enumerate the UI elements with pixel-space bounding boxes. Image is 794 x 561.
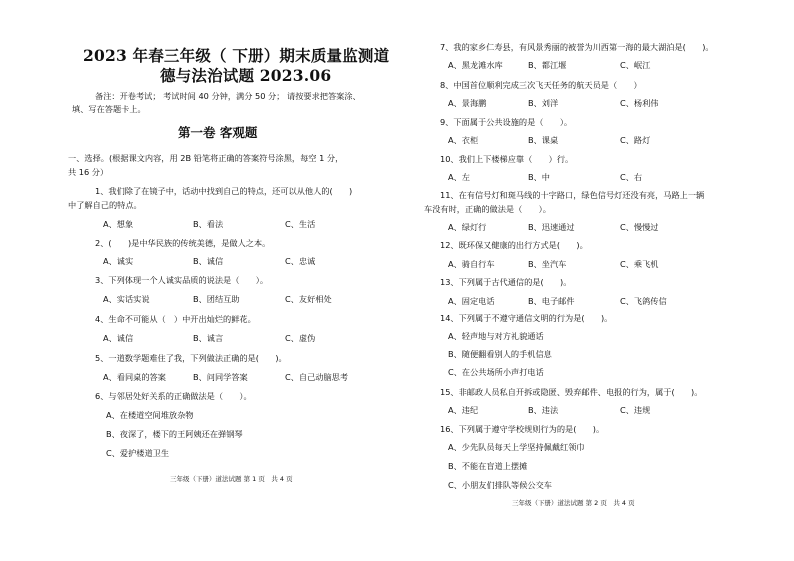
- exam-title-line-2: 德与法治试题 2023.06: [160, 66, 332, 85]
- q9-option-b: B、课桌: [528, 135, 559, 145]
- q10-option-a: A、左: [448, 172, 470, 182]
- q9-option-c: C、路灯: [620, 135, 651, 145]
- question-1-line-2: 中了解自己的特点。: [68, 200, 142, 210]
- q9-option-a: A、衣柜: [448, 135, 479, 145]
- q13-option-c: C、飞鸽传信: [620, 296, 667, 306]
- q13-option-a: A、固定电话: [448, 296, 495, 306]
- question-9: 9、下面属于公共设施的是（ ）。: [440, 117, 573, 127]
- instruction-line-1: 一、选择。(根据课文内容，用 2B 铅笔将正确的答案符号涂黑，每空 1 分，: [68, 153, 344, 163]
- q1-option-c: C、生活: [285, 219, 316, 229]
- q1-option-a: A、想象: [103, 219, 134, 229]
- question-8: 8、中国首位顺利完成三次飞天任务的航天员是（ ）: [440, 80, 642, 90]
- q14-option-b: B、随便翻看别人的手机信息: [448, 349, 552, 359]
- q12-option-a: A、骑自行车: [448, 259, 495, 269]
- instruction-line-2: 共 16 分）: [68, 167, 109, 177]
- q15-option-a: A、违纪: [448, 405, 479, 415]
- exam-notes-line-2: 填、写在答题卡上。: [72, 104, 146, 114]
- q5-option-c: C、自己动脑思考: [285, 372, 349, 382]
- question-7: 7、我的家乡仁寿县，有风景秀丽的被誉为川西第一海的最大湖泊是( )。: [440, 42, 714, 52]
- question-3: 3、下列体现一个人诚实品质的说法是（ ）。: [95, 275, 269, 285]
- q13-option-b: B、电子邮件: [528, 296, 575, 306]
- question-15: 15、非邮政人员私自开拆或隐匿、毁弃邮件、电报的行为，属于( )。: [440, 387, 703, 397]
- q6-option-a: A、在楼道空间堆放杂物: [106, 410, 194, 420]
- section-title: 第一卷 客观题: [178, 125, 258, 140]
- exam-notes-line-1: 备注：开卷考试； 考试时间 40 分钟，满分 50 分； 请按要求把答案涂、: [95, 91, 361, 101]
- question-4: 4、生命不可能从（ ）中开出灿烂的鲜花。: [95, 314, 256, 324]
- exam-title-line-1: 2023 年春三年级（ 下册）期末质量监测道: [83, 46, 390, 65]
- q14-option-a: A、轻声地与对方礼貌通话: [448, 331, 544, 341]
- q11-option-c: C、慢慢过: [620, 222, 659, 232]
- q4-option-c: C、虚伪: [285, 333, 316, 343]
- q4-option-b: B、诚言: [193, 333, 224, 343]
- q10-option-c: C、右: [620, 172, 643, 182]
- question-6: 6、与邻居处好关系的正确做法是（ ）。: [95, 391, 252, 401]
- q8-option-b: B、刘洋: [528, 98, 559, 108]
- q3-option-a: A、实话实说: [103, 294, 150, 304]
- q2-option-b: B、诚信: [193, 256, 224, 266]
- page-footer-1: 三年级（下册）道法试题 第 1 页 共 4 页: [170, 475, 293, 483]
- q5-option-b: B、问同学答案: [193, 372, 248, 382]
- question-11: 11、在有信号灯和斑马线的十字路口，绿色信号灯还没有亮，马路上一辆: [440, 190, 705, 200]
- q14-option-c: C、在公共场所小声打电话: [448, 367, 544, 377]
- q16-option-a: A、少先队员每天上学坚持佩戴红领巾: [448, 442, 585, 452]
- q2-option-a: A、诚实: [103, 256, 134, 266]
- q6-option-b: B、夜深了，楼下的王阿姨还在弹钢琴: [106, 429, 243, 439]
- q15-option-b: B、违法: [528, 405, 559, 415]
- question-11-line-2: 车没有时，正确的做法是（ ）。: [424, 204, 551, 214]
- right-page: [400, 0, 794, 561]
- question-2: 2、( )是中华民族的传统美德，是做人之本。: [95, 238, 271, 248]
- question-14: 14、下列属于不遵守通信文明的行为是( )。: [440, 313, 613, 323]
- q1-option-b: B、看法: [193, 219, 224, 229]
- q7-option-b: B、都江堰: [528, 60, 567, 70]
- question-1: 1、我们除了在镜子中，话动中找到自己的特点，还可以从他人的( ): [95, 186, 353, 196]
- q6-option-c: C、爱护楼道卫生: [106, 448, 170, 458]
- question-16: 16、下列属于遵守学校规则行为的是( )。: [440, 424, 605, 434]
- q11-option-b: B、迅速通过: [528, 222, 575, 232]
- q4-option-a: A、诚信: [103, 333, 134, 343]
- question-13: 13、下列属于古代通信的是( )。: [440, 277, 572, 287]
- q3-option-b: B、团结互助: [193, 294, 240, 304]
- page-footer-2: 三年级（下册）道法试题 第 2 页 共 4 页: [512, 499, 635, 507]
- q12-option-b: B、坐汽车: [528, 259, 567, 269]
- q8-option-a: A、景海鹏: [448, 98, 487, 108]
- question-12: 12、既环保又健康的出行方式是( )。: [440, 240, 588, 250]
- question-10: 10、我们上下楼梯应靠（ ）行。: [440, 154, 574, 164]
- q12-option-c: C、乘飞机: [620, 259, 659, 269]
- q3-option-c: C、友好相处: [285, 294, 332, 304]
- q16-option-b: B、不能在盲道上摆摊: [448, 461, 528, 471]
- q10-option-b: B、中: [528, 172, 550, 182]
- q15-option-c: C、违规: [620, 405, 651, 415]
- q11-option-a: A、绿灯行: [448, 222, 487, 232]
- q2-option-c: C、忠诚: [285, 256, 316, 266]
- question-5: 5、一道数学题难住了我，下列做法正确的是( )。: [95, 353, 287, 363]
- q16-option-c: C、小朋友们排队等候公交车: [448, 480, 552, 490]
- q8-option-c: C、杨利伟: [620, 98, 659, 108]
- q7-option-a: A、黑龙滩水库: [448, 60, 503, 70]
- q7-option-c: C、岷江: [620, 60, 651, 70]
- q5-option-a: A、看同桌的答案: [103, 372, 166, 382]
